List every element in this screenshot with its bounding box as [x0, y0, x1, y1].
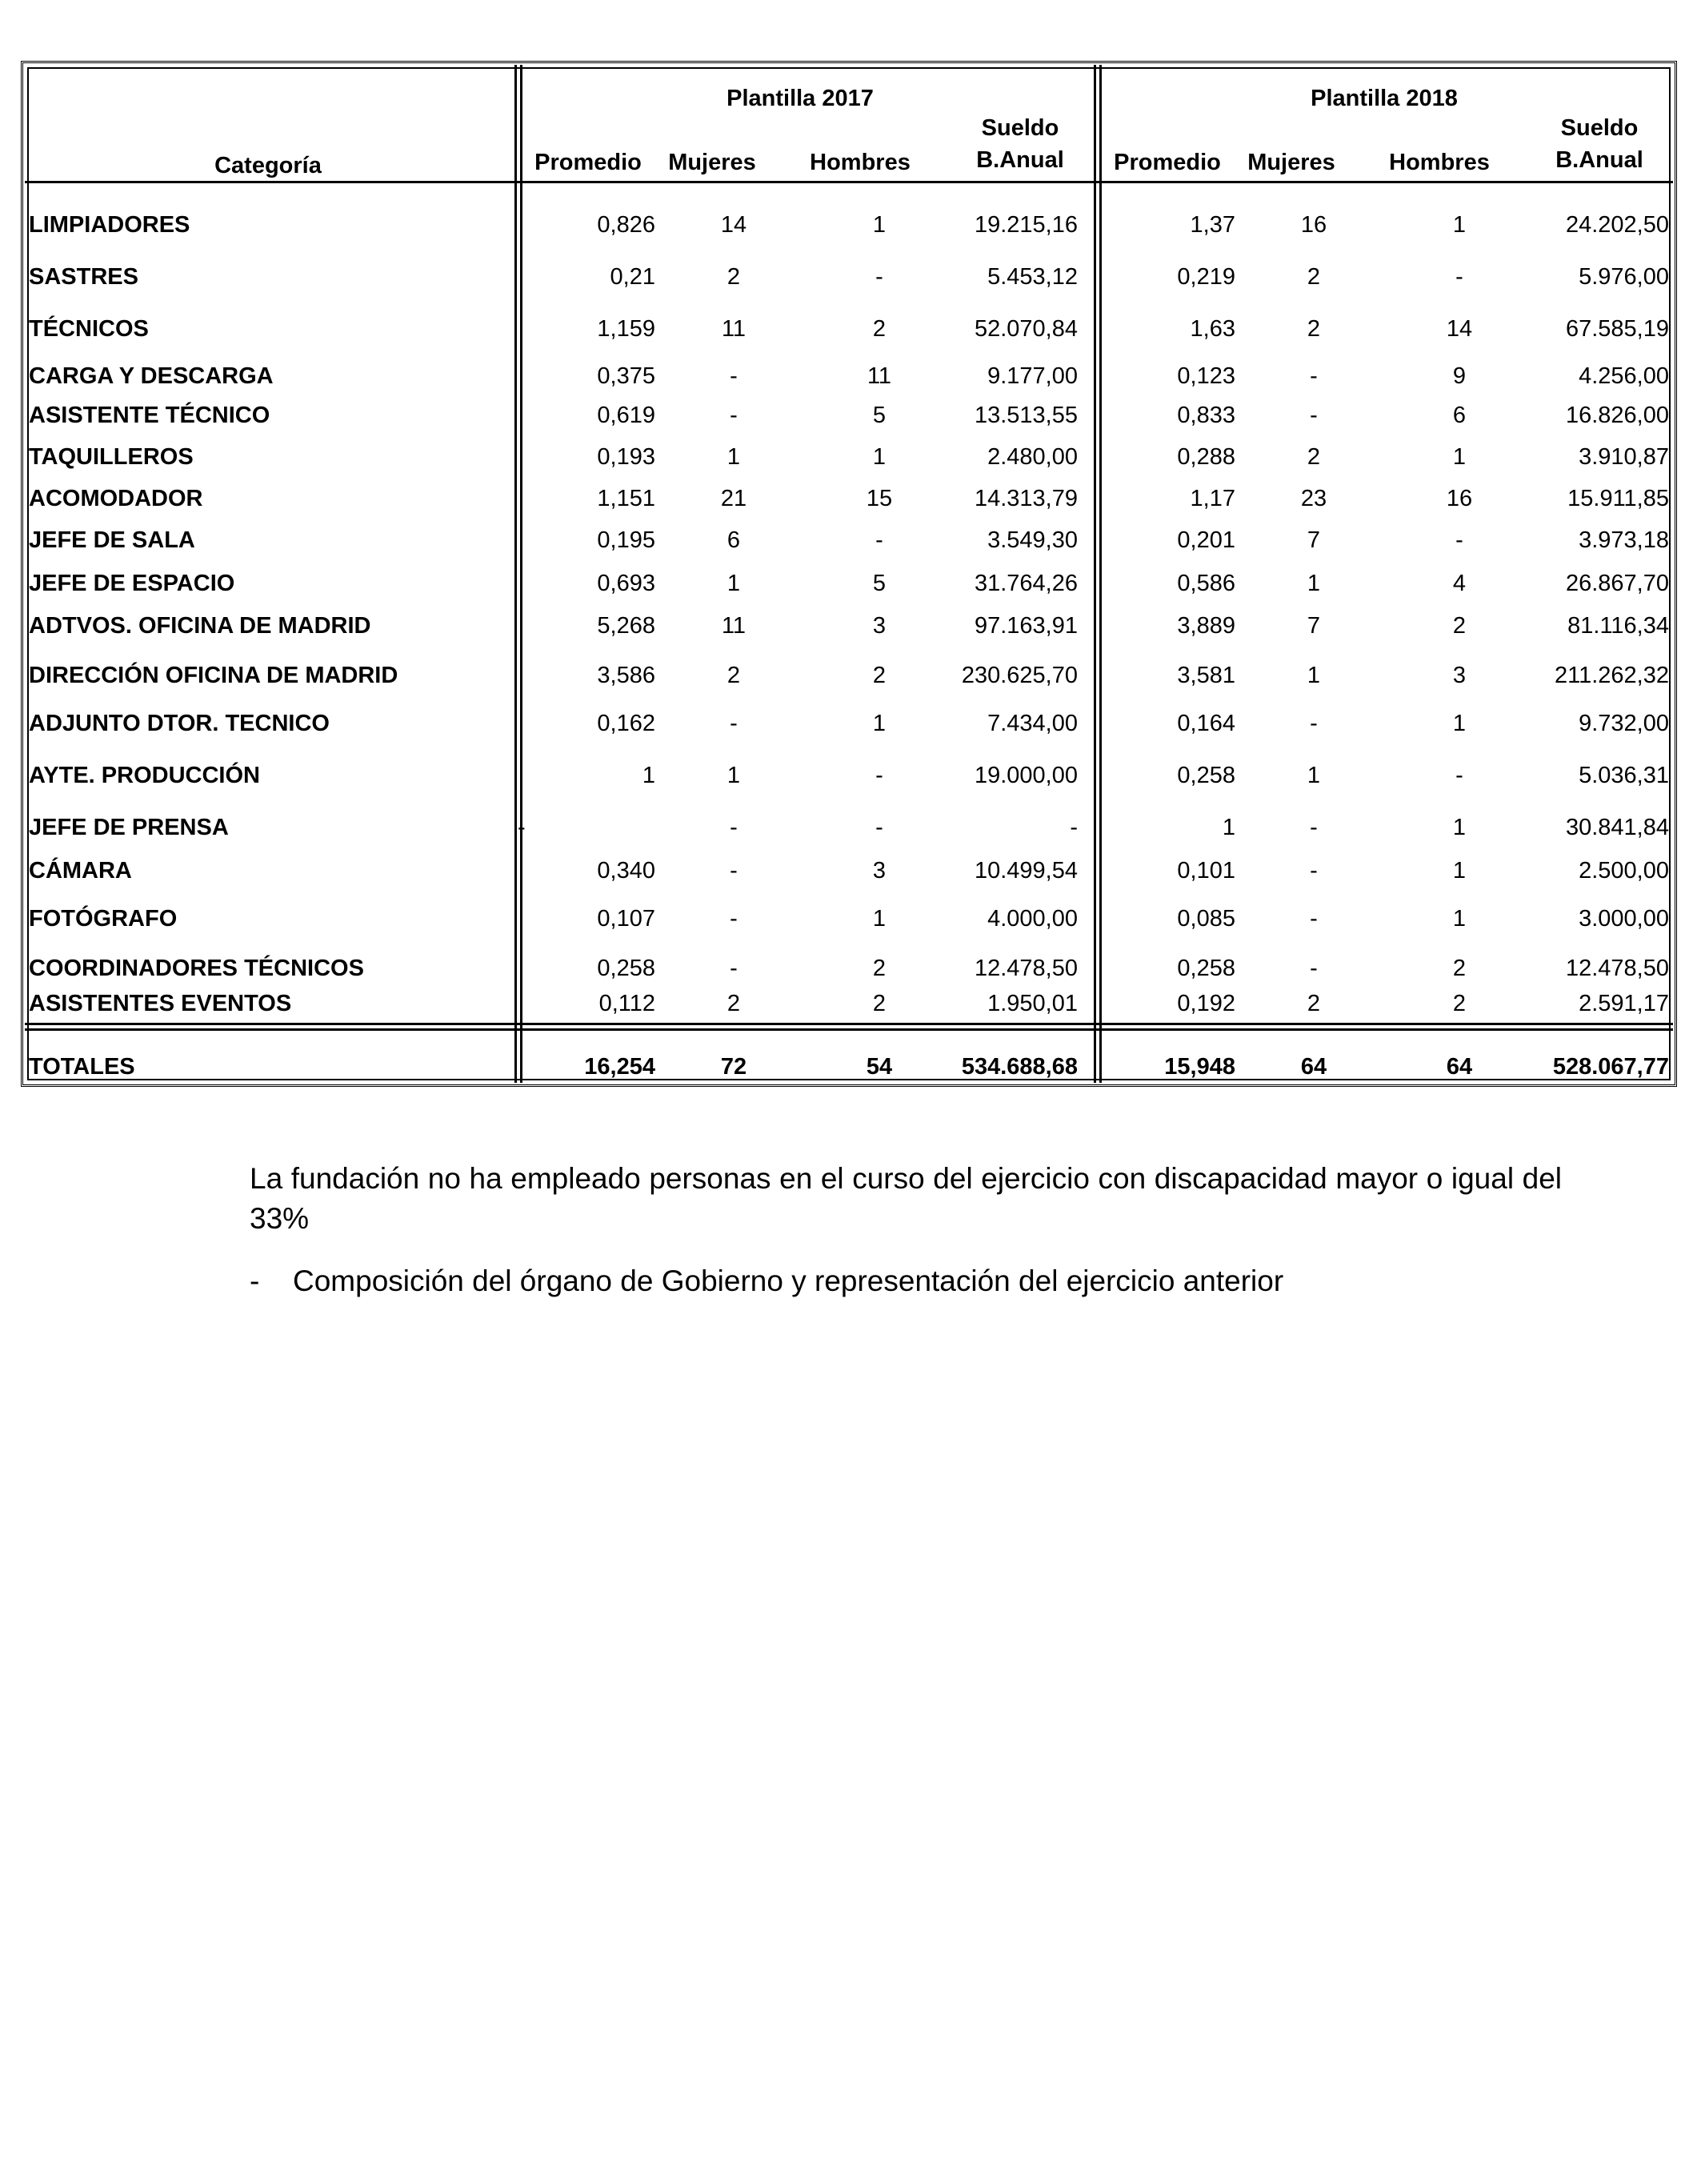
table-row-m17: 1 — [726, 763, 741, 788]
table-row-m17: 6 — [726, 527, 741, 553]
table-row-m18: - — [1310, 906, 1318, 932]
totals-p17: 16,254 — [584, 1054, 655, 1080]
table-row-s18: 30.841,84 — [1565, 815, 1669, 840]
table-row-p17: 0,162 — [597, 711, 655, 736]
table-row-h17: 5 — [872, 571, 887, 596]
table-row-h18: - — [1455, 763, 1463, 788]
table-row-s17: 12.478,50 — [974, 956, 1078, 981]
header-hombres: Hombres — [1389, 150, 1490, 175]
table-row-s18: 24.202,50 — [1565, 212, 1669, 238]
table-row-label: ASISTENTES EVENTOS — [29, 991, 292, 1016]
table-row-s17: 19.000,00 — [974, 763, 1078, 788]
totals-h18: 64 — [1446, 1054, 1473, 1080]
table-row-label: JEFE DE PRENSA — [29, 815, 229, 840]
table-row-m18: 7 — [1307, 613, 1321, 639]
table-row-m18: - — [1310, 363, 1318, 389]
table-row-h18: 9 — [1452, 363, 1467, 389]
table-row-s18: 2.500,00 — [1579, 858, 1669, 884]
table-row-h18: 2 — [1452, 613, 1467, 639]
table-row-p18: 0,586 — [1177, 571, 1235, 596]
table-row-p18: 0,085 — [1177, 906, 1235, 932]
table-row-p17: 5,268 — [597, 613, 655, 639]
table-row-p17: 0,21 — [610, 264, 655, 290]
header-year-2018: Plantilla 2018 — [1311, 86, 1458, 111]
table-row-h18: 6 — [1452, 403, 1467, 428]
totals-m17: 72 — [720, 1054, 747, 1080]
table-row-label: LIMPIADORES — [29, 212, 190, 238]
table-row-p17: 1,151 — [597, 486, 655, 511]
table-row-s18: 15.911,85 — [1567, 486, 1669, 511]
table-row-s17: - — [1070, 815, 1078, 840]
table-row-m18: - — [1310, 956, 1318, 981]
totals-p18: 15,948 — [1164, 1054, 1235, 1080]
table-row-h17: 1 — [872, 444, 887, 470]
table-row-s17: 3.549,30 — [987, 527, 1078, 553]
table-row-h18: - — [1455, 264, 1463, 290]
table-row-s18: 5.036,31 — [1579, 763, 1669, 788]
table-row-p17: 0,826 — [597, 212, 655, 238]
table-row-s17: 52.070,84 — [974, 316, 1078, 342]
table-row-p17: 3,586 — [597, 663, 655, 688]
table-row-m18: 2 — [1307, 444, 1321, 470]
table-row-s17: 1.950,01 — [987, 991, 1078, 1016]
header-mujeres: Mujeres — [1247, 150, 1335, 175]
table-row-p17: 0,340 — [597, 858, 655, 884]
totals-m18: 64 — [1300, 1054, 1327, 1080]
table-row-label: AYTE. PRODUCCIÓN — [29, 763, 260, 788]
table-row-h18: 1 — [1452, 444, 1467, 470]
header-sueldo: Sueldo — [981, 115, 1059, 141]
table-row-h17: 1 — [872, 906, 887, 932]
table-row-m18: - — [1310, 815, 1318, 840]
header-mujeres: Mujeres — [668, 150, 756, 175]
table-row-h18: 1 — [1452, 815, 1467, 840]
header-hombres: Hombres — [810, 150, 911, 175]
table-row-s17: 31.764,26 — [974, 571, 1078, 596]
table-row-p18: 0,258 — [1177, 956, 1235, 981]
table-row-p17: 1,159 — [597, 316, 655, 342]
table-row-p18: 1,63 — [1190, 316, 1235, 342]
table-row-s17: 5.453,12 — [987, 264, 1078, 290]
totals-s17: 534.688,68 — [961, 1054, 1078, 1080]
table-row-h17: 1 — [872, 212, 887, 238]
bullet-text: Composición del órgano de Gobierno y representación del ejercicio anterior — [293, 1264, 1284, 1297]
table-row-s17: 230.625,70 — [961, 663, 1078, 688]
table-row-h17: 5 — [872, 403, 887, 428]
table-row-h17: - — [875, 264, 883, 290]
table-row-m17: - — [730, 403, 738, 428]
table-row-m17: - — [730, 906, 738, 932]
table-row-s18: 3.910,87 — [1579, 444, 1669, 470]
table-row-p17: 0,193 — [597, 444, 655, 470]
table-row-m17: 11 — [721, 316, 746, 342]
table-row-s18: 211.262,32 — [1555, 663, 1669, 688]
table-row-h17: - — [875, 763, 883, 788]
table-row-p17: - — [518, 815, 526, 840]
table-row-s17: 13.513,55 — [974, 403, 1078, 428]
table-row-p18: 0,192 — [1177, 991, 1235, 1016]
table-row-p17: 0,693 — [597, 571, 655, 596]
table-row-h18: 1 — [1452, 858, 1467, 884]
table-row-h18: 1 — [1452, 212, 1467, 238]
table-row-s17: 10.499,54 — [974, 858, 1078, 884]
table-row-label: SASTRES — [29, 264, 138, 290]
header-sueldo-anual: B.Anual — [1555, 147, 1643, 173]
table-row-h17: 2 — [872, 663, 887, 688]
table-row-p18: 1 — [1222, 815, 1235, 840]
table-row-s18: 5.976,00 — [1579, 264, 1669, 290]
table-row-p18: 1,37 — [1190, 212, 1235, 238]
table-row-p17: 0,195 — [597, 527, 655, 553]
table-row-h18: 1 — [1452, 906, 1467, 932]
table-row-m17: 2 — [726, 663, 741, 688]
discapacidad-paragraph — [250, 1159, 1562, 1239]
table-row-s17: 14.313,79 — [974, 486, 1078, 511]
table-row-s18: 12.478,50 — [1565, 956, 1669, 981]
table-row-s18: 9.732,00 — [1579, 711, 1669, 736]
table-row-s18: 26.867,70 — [1565, 571, 1669, 596]
table-row-m18: 1 — [1307, 663, 1321, 688]
table-row-m18: - — [1310, 858, 1318, 884]
table-row-label: JEFE DE SALA — [29, 527, 195, 553]
table-row-m17: - — [730, 711, 738, 736]
table-row-h17: 3 — [872, 858, 887, 884]
table-row-label: ADJUNTO DTOR. TECNICO — [29, 711, 330, 736]
table-row-m18: - — [1310, 711, 1318, 736]
table-row-h18: 3 — [1452, 663, 1467, 688]
table-row-m18: 7 — [1307, 527, 1321, 553]
totals-divider — [25, 1023, 1673, 1025]
paragraph-text: La fundación no ha empleado personas en el curso del ejercicio con discapacidad mayor o igual del 33% — [250, 1162, 1562, 1235]
totals-label: TOTALES — [29, 1054, 135, 1080]
table-row-label: CÁMARA — [29, 858, 132, 884]
table-row-s17: 97.163,91 — [974, 613, 1078, 639]
table-row-m17: 11 — [721, 613, 746, 639]
table-row-m18: - — [1310, 403, 1318, 428]
table-row-h17: 2 — [872, 316, 887, 342]
table-row-label: TÉCNICOS — [29, 316, 149, 342]
table-row-p18: 0,201 — [1177, 527, 1235, 553]
table-row-label: COORDINADORES TÉCNICOS — [29, 956, 364, 981]
header-divider — [25, 181, 1673, 183]
table-row-label: JEFE DE ESPACIO — [29, 571, 235, 596]
table-row-h17: 1 — [872, 711, 887, 736]
header-promedio: Promedio — [534, 150, 642, 175]
table-row-m18: 1 — [1307, 763, 1321, 788]
header-categoria: Categoría — [214, 153, 322, 178]
table-row-m18: 2 — [1307, 264, 1321, 290]
table-row-p18: 0,101 — [1177, 858, 1235, 884]
table-row-m18: 2 — [1307, 991, 1321, 1016]
table-row-label: ACOMODADOR — [29, 486, 203, 511]
table-row-m17: - — [730, 858, 738, 884]
totals-divider — [25, 1028, 1673, 1031]
table-row-p18: 0,123 — [1177, 363, 1235, 389]
table-row-m17: - — [730, 956, 738, 981]
table-row-s18: 81.116,34 — [1567, 613, 1669, 639]
table-row-h18: 2 — [1452, 991, 1467, 1016]
table-row-h18: 2 — [1452, 956, 1467, 981]
table-row-h18: - — [1455, 527, 1463, 553]
header-sueldo: Sueldo — [1560, 115, 1639, 141]
table-row-s17: 9.177,00 — [987, 363, 1078, 389]
header-promedio: Promedio — [1114, 150, 1221, 175]
totals-s18: 528.067,77 — [1552, 1054, 1669, 1080]
table-row-p18: 3,581 — [1177, 663, 1235, 688]
totals-h17: 54 — [866, 1054, 893, 1080]
table-row-s18: 16.826,00 — [1565, 403, 1669, 428]
table-row-m18: 16 — [1300, 212, 1327, 238]
table-row-h17: - — [875, 527, 883, 553]
table-row-label: DIRECCIÓN OFICINA DE MADRID — [29, 663, 398, 688]
table-row-m18: 1 — [1307, 571, 1321, 596]
header-sueldo-anual: B.Anual — [976, 147, 1064, 173]
table-row-h17: 3 — [872, 613, 887, 639]
table-row-m17: 2 — [726, 264, 741, 290]
table-row-s17: 7.434,00 — [987, 711, 1078, 736]
table-row-h17: 11 — [867, 363, 892, 389]
table-row-m18: 2 — [1307, 316, 1321, 342]
table-row-h17: 2 — [872, 956, 887, 981]
table-row-p17: 0,112 — [598, 991, 655, 1016]
table-row-label: CARGA Y DESCARGA — [29, 363, 274, 389]
table-row-s17: 4.000,00 — [987, 906, 1078, 932]
table-row-label: ADTVOS. OFICINA DE MADRID — [29, 613, 371, 639]
table-row-s18: 3.973,18 — [1579, 527, 1669, 553]
bullet-dash: - — [250, 1264, 260, 1297]
table-row-m18: 23 — [1300, 486, 1327, 511]
table-row-h18: 1 — [1452, 711, 1467, 736]
table-row-m17: 14 — [720, 212, 747, 238]
table-row-p18: 0,219 — [1177, 264, 1235, 290]
table-row-s18: 2.591,17 — [1579, 991, 1669, 1016]
table-row-s18: 4.256,00 — [1579, 363, 1669, 389]
table-row-h17: 15 — [866, 486, 893, 511]
table-row-m17: - — [730, 815, 738, 840]
bullet-item — [250, 1261, 259, 1301]
table-row-m17: 1 — [726, 571, 741, 596]
bullet-text-line — [293, 1261, 1283, 1301]
table-row-m17: - — [730, 363, 738, 389]
table-row-m17: 1 — [726, 444, 741, 470]
table-row-p18: 0,288 — [1177, 444, 1235, 470]
table-row-h17: - — [875, 815, 883, 840]
table-row-p17: 0,258 — [597, 956, 655, 981]
table-row-s17: 2.480,00 — [987, 444, 1078, 470]
table-row-h18: 14 — [1446, 316, 1473, 342]
table-row-p18: 3,889 — [1177, 613, 1235, 639]
table-row-p18: 0,258 — [1177, 763, 1235, 788]
header-year-2017: Plantilla 2017 — [726, 86, 874, 111]
table-row-h17: 2 — [872, 991, 887, 1016]
table-row-h18: 4 — [1452, 571, 1467, 596]
table-row-p17: 0,375 — [597, 363, 655, 389]
table-row-p18: 1,17 — [1190, 486, 1235, 511]
table-row-p17: 1 — [642, 763, 655, 788]
table-row-s17: 19.215,16 — [974, 212, 1078, 238]
table-row-m17: 2 — [726, 991, 741, 1016]
table-row-p18: 0,164 — [1177, 711, 1235, 736]
table-row-s18: 3.000,00 — [1579, 906, 1669, 932]
table-row-s18: 67.585,19 — [1565, 316, 1669, 342]
table-row-label: FOTÓGRAFO — [29, 906, 178, 932]
table-row-label: TAQUILLEROS — [29, 444, 194, 470]
table-row-h18: 16 — [1446, 486, 1473, 511]
table-row-label: ASISTENTE TÉCNICO — [29, 403, 270, 428]
table-row-p17: 0,107 — [597, 906, 655, 932]
table-row-m17: 21 — [720, 486, 747, 511]
table-row-p17: 0,619 — [597, 403, 655, 428]
table-row-p18: 0,833 — [1177, 403, 1235, 428]
